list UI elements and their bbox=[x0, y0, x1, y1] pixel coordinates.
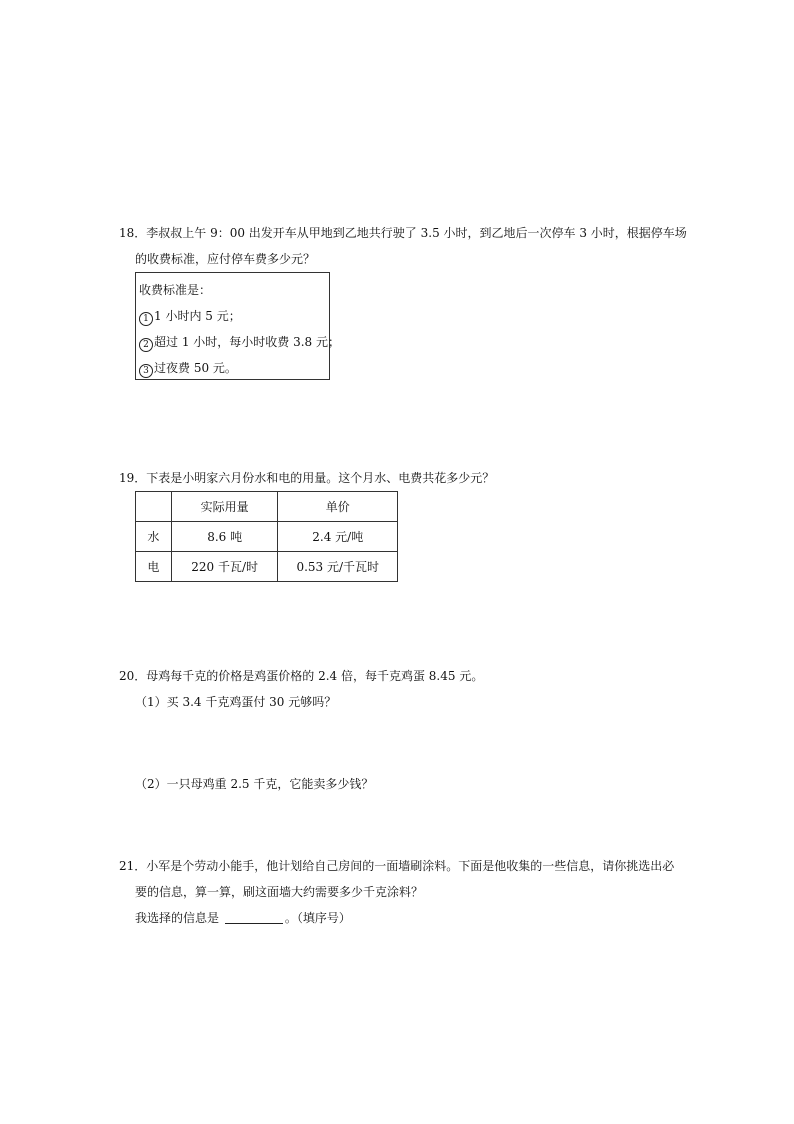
q21-answer-prefix: 我选择的信息是 bbox=[135, 911, 220, 925]
q21-answer-suffix: 。（填序号） bbox=[284, 911, 351, 925]
q21-answer-blank[interactable] bbox=[225, 911, 283, 924]
table-row bbox=[136, 552, 398, 582]
table-cell: 220 千瓦/时 bbox=[171, 552, 278, 582]
table-row bbox=[136, 522, 398, 552]
q18-box-item-2 bbox=[139, 333, 340, 352]
q21-text-line1: 21．小军是个劳动小能手，他计划给自己房间的一面墙刷涂料。下面是他收集的一些信息，请你挑选出必 bbox=[119, 859, 675, 873]
table-cell: 8.6 吨 bbox=[171, 522, 278, 552]
table-header-cell: 单价 bbox=[278, 492, 398, 522]
q18-box-item-3-text: 过夜费 50 元。 bbox=[154, 361, 237, 375]
q19-text-line1: 19．下表是小明家六月份水和电的用量。这个月水、电费共花多少元？ bbox=[119, 471, 495, 485]
table-cell: 电 bbox=[136, 552, 172, 582]
table-cell: 0.53 元/千瓦时 bbox=[278, 552, 398, 582]
q18-fee-standard-box bbox=[135, 272, 340, 380]
table-cell: 2.4 元/吨 bbox=[278, 522, 398, 552]
table-header-cell bbox=[136, 492, 172, 522]
q18-box-item-2-text: 超过 1 小时，每小时收费 3.8 元； bbox=[154, 335, 340, 349]
q18-box-item-1 bbox=[139, 307, 241, 326]
q18-box-item-3 bbox=[139, 359, 237, 378]
q18-box-title: 收费标准是： bbox=[139, 283, 212, 297]
q21-text-line2: 要的信息，算一算，刷这面墙大约需要多少千克涂料？ bbox=[135, 885, 424, 899]
table-header-row bbox=[136, 492, 398, 522]
q20-sub-question-2: （2）一只母鸡重 2.5 千克，它能卖多少钱？ bbox=[135, 777, 374, 791]
q18-text-line1: 18．李叔叔上午 9：00 出发开车从甲地到乙地共行驶了 3.5 小时，到乙地后一次停车 3 小时，根据停车场 bbox=[119, 226, 687, 240]
q18-box-item-1-text: 1 小时内 5 元； bbox=[154, 309, 241, 323]
circled-number-3: 3 bbox=[139, 364, 153, 378]
circled-number-1: 1 bbox=[139, 312, 153, 326]
q20-sub-question-1: （1）买 3.4 千克鸡蛋付 30 元够吗？ bbox=[135, 695, 337, 709]
circled-number-2: 2 bbox=[139, 338, 153, 352]
table-header-cell: 实际用量 bbox=[171, 492, 278, 522]
q20-text-line1: 20．母鸡每千克的价格是鸡蛋价格的 2.4 倍，每千克鸡蛋 8.45 元。 bbox=[119, 669, 484, 683]
q21-answer-line bbox=[135, 910, 351, 926]
table-cell: 水 bbox=[136, 522, 172, 552]
q19-usage-table bbox=[135, 491, 398, 582]
q18-text-line2: 的收费标准，应付停车费多少元？ bbox=[135, 252, 316, 266]
